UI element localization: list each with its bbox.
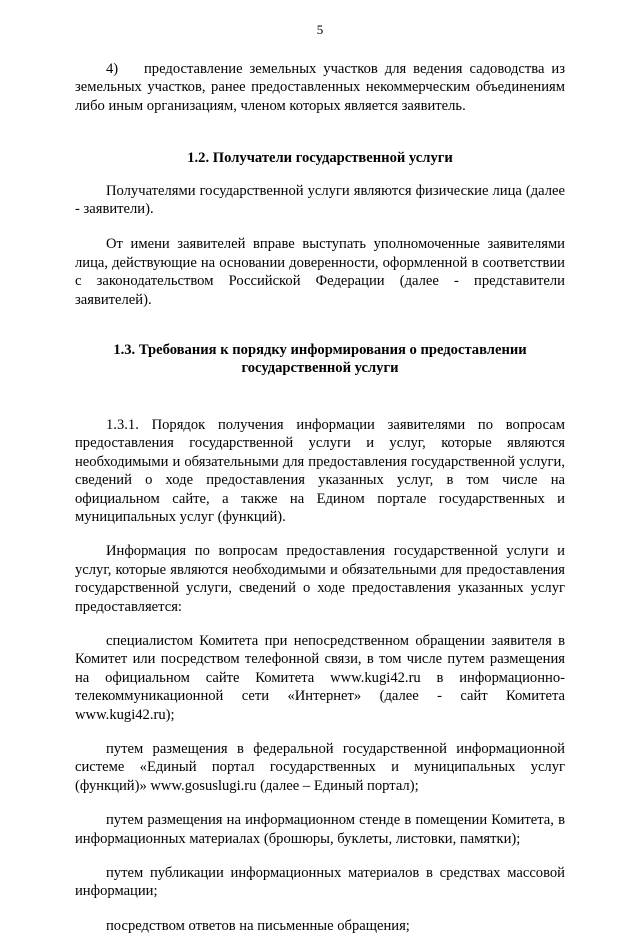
paragraph-mass-media: путем публикации информационных материалов в средствах массовой информации; [75,865,565,900]
list-item-4 [75,60,565,115]
paragraph-1-3-1: 1.3.1. Порядок получения информации заявителями по вопросам предоставления государственной услуги и услуг, которые являются необходимыми и обязательными для предоставления государственной услуги, сведений о ходе предоставления указанных услуг, в том числе на официальном сайте, а также на Едином портале государственных и муниципальных услуг (функций). [75,416,565,525]
paragraph-unified-portal: путем размещения в федеральной государственной информационной системе «Единый портал государственных и муниципальных услуг (функций)» www.gosuslugi.ru (далее – Единый портал); [75,740,565,794]
paragraph-recipients: Получателями государственной услуги являются физические лица (далее - заявители). [75,182,565,218]
paragraph-written-requests: посредством ответов на письменные обращения; [106,917,410,934]
list-item-text: предоставление земельных участков для ведения садоводства из земельных участков, ранее предоставленных некоммерческим объединениям либо иным организациям, членом которых является заявитель. [75,61,565,114]
paragraph-info-provided: Информация по вопросам предоставления государственной услуги и услуг, которые являются необходимыми и обязательными для предоставления государственной услуги, сведений о ходе предоставления указанных услуг предоставляется: [75,543,565,615]
section-heading-1-2: 1.2. Получатели государственной услуги [187,150,453,167]
paragraph-committee-specialist: специалистом Комитета при непосредственном обращении заявителя в Комитет или посредством телефонной связи, в том числе путем размещения на официальном сайте Комитета www.kugi42.ru в информационно-телекоммуникационной сети «Интернет» (далее - сайт Комитета www.kugi42.ru); [75,632,565,723]
paragraph-info-stand: путем размещения на информационном стенде в помещении Комитета, в информационных материалах (брошюры, буклеты, листовки, памятки); [75,812,565,847]
page-number: 5 [316,22,324,37]
section-heading-line: 1.3. Требования к порядку информирования о предоставлении [113,342,527,359]
section-heading-line: государственной услуги [241,360,399,377]
section-heading-1-3 [75,341,565,378]
document-body [75,60,565,935]
paragraph-representatives: От имени заявителей вправе выступать уполномоченные заявителями лица, действующие на основании доверенности, оформленной в соответствии с законодательством Российской Федерации (далее - представители заявителей). [75,236,565,308]
list-item-number: 4) [106,61,119,77]
